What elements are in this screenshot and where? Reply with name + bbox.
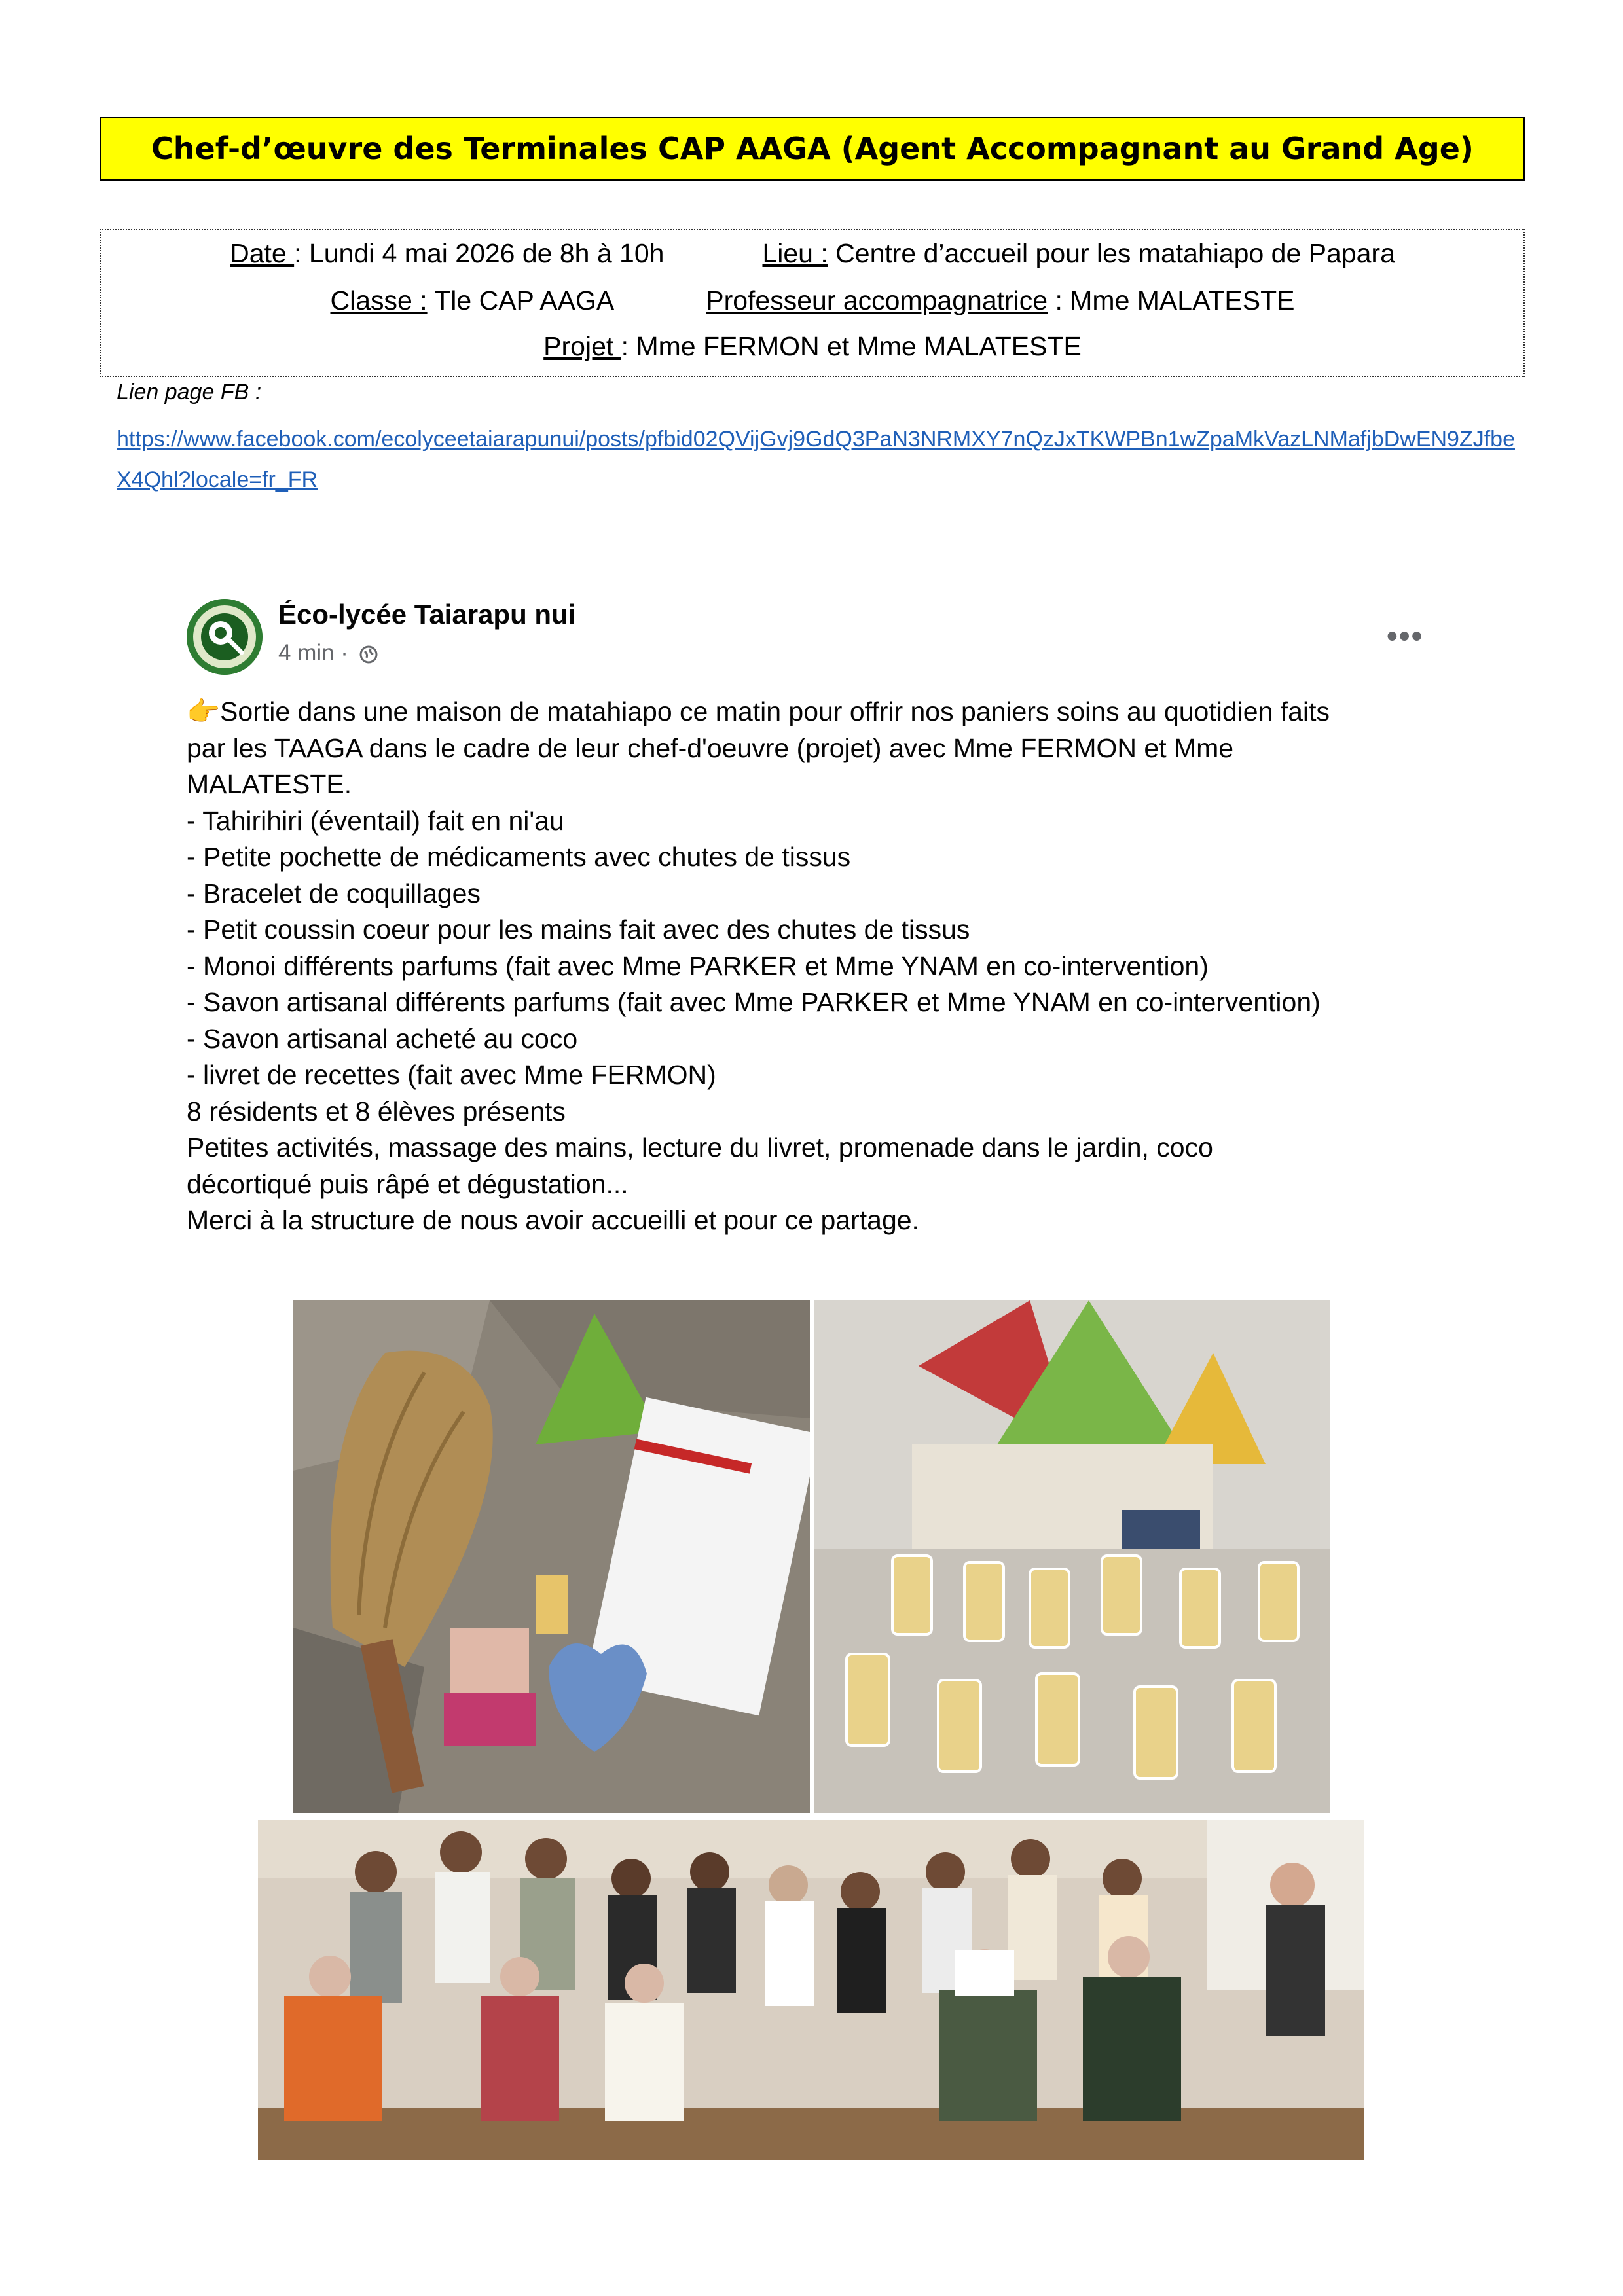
post-line: par les TAAGA dans le cadre de leur chef-d'oeuvre (projet) avec Mme FERMON et Mme: [187, 732, 1234, 763]
post-line: 👉Sortie dans une maison de matahiapo ce matin pour offrir nos paniers soins au quotidien faits: [187, 696, 1330, 726]
post-line: MALATESTE.: [187, 769, 352, 799]
event-info-box: [100, 229, 1525, 377]
post-line: - Bracelet de coquillages: [187, 878, 481, 908]
document-title: Chef-d’œuvre des Terminales CAP AAGA (Agent Accompagnant au Grand Age): [100, 117, 1525, 181]
post-line: - Petit coussin coeur pour les mains fait avec des chutes de tissus: [187, 914, 970, 944]
post-line: Petites activités, massage des mains, lecture du livret, promenade dans le jardin, coco: [187, 1132, 1213, 1162]
post-line: - Monoi différents parfums (fait avec Mme PARKER et Mme YNAM en co-intervention): [187, 950, 1209, 981]
teacher-value: : Mme MALATESTE: [1048, 285, 1295, 315]
place-value: Centre d’accueil pour les matahiapo de Papara: [828, 238, 1395, 268]
info-line-class-teacher: [101, 285, 1523, 316]
project-label: Projet: [543, 331, 621, 361]
photo-gift-items[interactable]: [293, 1300, 810, 1813]
post-line: - livret de recettes (fait avec Mme FERMON): [187, 1060, 716, 1090]
date-value: : Lundi 4 mai 2026 de 8h à 10h: [294, 238, 665, 268]
post-line: décortiqué puis râpé et dégustation...: [187, 1168, 629, 1199]
post-line: - Petite pochette de médicaments avec chutes de tissus: [187, 842, 851, 872]
fb-post-link[interactable]: https://www.facebook.com/ecolyceetaiarapunui/posts/pfbid02QVijGvj9GdQ3PaN3NRMXY7nQzJxTKWPBn1wZpaMkVazLNMafjbDwEN9ZJfbeX4Qhl?locale=fr_FR: [117, 427, 1515, 492]
photo-gift-bottles[interactable]: [814, 1300, 1330, 1813]
post-body: [187, 694, 1516, 1239]
more-options-icon[interactable]: •••: [1387, 619, 1424, 654]
page-name[interactable]: Éco-lycée Taiarapu nui: [278, 599, 576, 630]
post-line: 8 résidents et 8 élèves présents: [187, 1096, 566, 1126]
post-time: [278, 640, 378, 666]
date-label: Date: [230, 238, 295, 268]
post-line: Merci à la structure de nous avoir accueilli et pour ce partage.: [187, 1205, 919, 1235]
post-line: - Savon artisanal acheté au coco: [187, 1023, 578, 1054]
post-line: - Tahirihiri (éventail) fait en ni'au: [187, 805, 564, 836]
info-line-project: [101, 331, 1523, 362]
post-line: - Savon artisanal différents parfums (fait avec Mme PARKER et Mme YNAM en co-intervention): [187, 987, 1321, 1017]
info-line-date-place: [101, 238, 1523, 269]
teacher-label: Professeur accompagnatrice: [706, 285, 1048, 315]
fb-link-label: Lien page FB :: [117, 380, 262, 404]
class-label: Classe :: [330, 285, 428, 315]
place-label: Lieu :: [762, 238, 828, 268]
page-avatar[interactable]: [187, 599, 263, 675]
globe-icon: [359, 645, 378, 664]
photo-group[interactable]: [258, 1820, 1364, 2160]
class-value: Tle CAP AAGA: [427, 285, 615, 315]
post-time-text: 4 min ·: [278, 640, 348, 666]
project-value: : Mme FERMON et Mme MALATESTE: [621, 331, 1082, 361]
